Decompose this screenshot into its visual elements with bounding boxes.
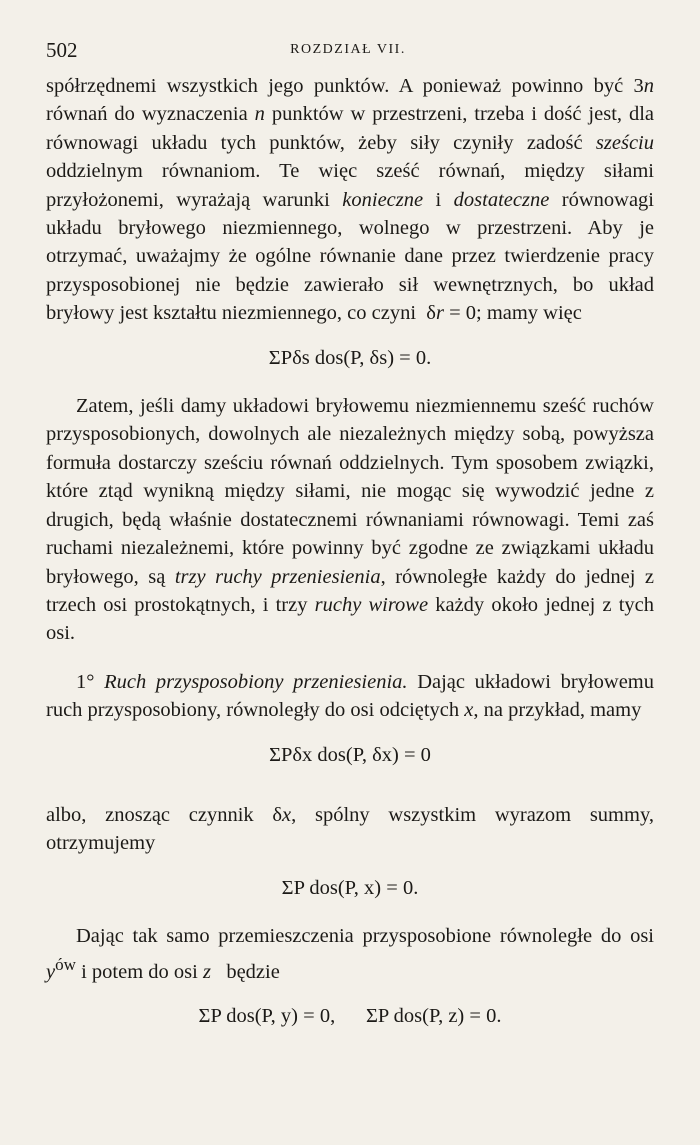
equation-z-sum: ΣP dos(P, z) = 0.	[365, 1004, 502, 1027]
equation-yz-sums	[46, 1002, 654, 1030]
paragraph-intro: spółrzędnemi wszystkich jego punktów. A ponieważ powinno być 3n równań do wyznaczenia n punktów w przestrzeni, trzeba i dość jest, dla równowagi układu tych punktów, żeby siły czyniły zadość sześciu oddzielnym równaniom. Te więc sześć równań, między siłami przyłożonemi, wyrażają warunki konieczne i dostateczne równowagi układu bryłowego niezmiennego, wolnego w przestrzeni. Aby je otrzymać, uważajmy że ogólne równanie dane przez twierdzenie pracy przysposobionej nie będzie zawierało sił wewnętrznych, bo układ bryłowy jest kształtu niezmiennego, co czyni δr = 0; mamy więc	[46, 75, 655, 325]
body-text	[46, 72, 654, 1050]
equation-x-sum: ΣP dos(P, x) = 0.	[281, 876, 419, 899]
paragraph-factor: albo, znosząc czynnik δx, spólny wszystkim wyrazom summy, otrzymujemy	[46, 803, 654, 855]
running-head: ROZDZIAŁ VII.	[290, 42, 406, 57]
page-number: 502	[46, 38, 78, 62]
equation-work-sum: ΣPδs dos(P, δs) = 0.	[268, 346, 432, 369]
paragraph-six-motions: Zatem, jeśli damy układowi bryłowemu niezmiennemu sześć ruchów przysposobionych, dowolnych ale niezależnych między sobą, powyższa formuła dostarczy sześciu równań oddzielnych. Tym sposobem związki, które ztąd wynikną między siłami, nie mogąc się wywodzić jedne z drugich, będą właśnie dostatecznemi równaniami równowagi. Temi zaś ruchami niezależnemi, które powinny być zgodne ze związkami układu bryłowego, są trzy ruchy przeniesienia, równoległe każdy do jednej z trzech osi prostokątnych, i trzy ruchy wirowe każdy około jednej z tych osi.	[46, 395, 654, 645]
page-header	[38, 38, 658, 64]
equation-x-displacement: ΣPδx dos(P, δx) = 0	[269, 743, 431, 766]
paragraph-other-axes: Dając tak samo przemieszczenia przysposobione równoległe do osi $y^{ów}$ i potem do osi z będzie	[46, 925, 654, 983]
equation-y-sum: ΣP dos(P, y) = 0,	[198, 1004, 336, 1027]
paragraph-translation: 1° Ruch przysposobiony przeniesienia. Dając układowi bryłowemu ruch przysposobiony, równoległy do osi odciętych x, na przykład, mamy	[46, 670, 654, 722]
